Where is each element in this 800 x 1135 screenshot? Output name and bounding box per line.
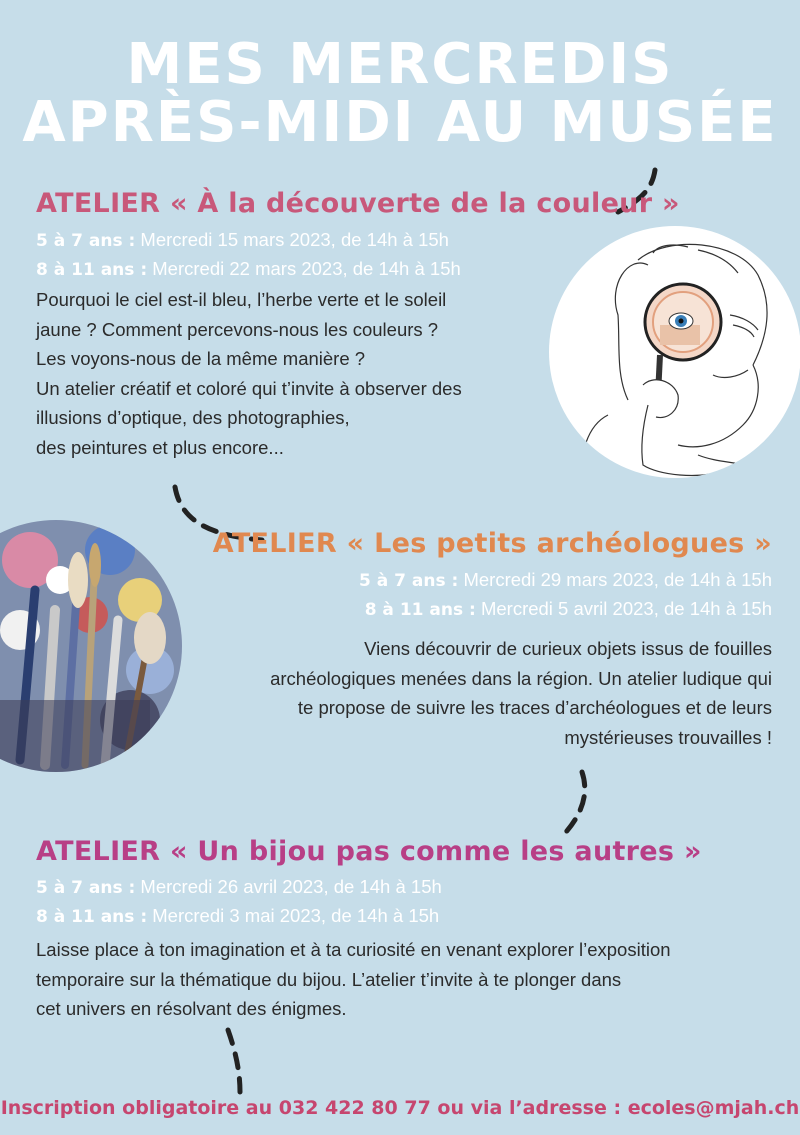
description-line: mystérieuses trouvailles ! <box>564 726 772 748</box>
child-magnifier-illustration <box>548 225 800 483</box>
date-text: Mercredi 22 mars 2023, de 14h à 15h <box>147 258 461 279</box>
age-label: 8 à 11 ans : <box>36 907 148 927</box>
date-text: Mercredi 3 mai 2023, de 14h à 15h <box>147 905 440 926</box>
date-text: Mercredi 26 avril 2023, de 14h à 15h <box>135 876 442 897</box>
description-line: Les voyons-nous de la même manière ? <box>36 348 366 369</box>
description-line: temporaire sur la thématique du bijou. L’atelier t’invite à te plonger dans <box>36 968 622 990</box>
atelier-1-schedule-1 <box>36 226 449 255</box>
atelier-2-description <box>270 634 772 752</box>
atelier-3-description <box>36 935 671 1024</box>
description-line: cet univers en résolvant des énigmes. <box>36 998 347 1019</box>
age-label: 5 à 7 ans : <box>359 571 459 591</box>
page-title <box>0 32 800 155</box>
description-line: Pourquoi le ciel est-il bleu, l’herbe verte et le soleil <box>36 289 447 310</box>
title-line-1: MES MERCREDIS <box>126 32 674 97</box>
description-line: jaune ? Comment percevons-nous les couleurs ? <box>36 318 439 340</box>
date-text: Mercredi 15 mars 2023, de 14h à 15h <box>135 229 449 250</box>
atelier-1-description <box>36 285 462 462</box>
age-label: 8 à 11 ans : <box>364 600 476 620</box>
title-line-2: APRÈS-MIDI AU MUSÉE <box>22 90 778 155</box>
atelier-3-schedule-2 <box>36 902 439 931</box>
date-text: Mercredi 5 avril 2023, de 14h à 15h <box>475 598 772 619</box>
description-line: illusions d’optique, des photographies, <box>36 407 350 428</box>
atelier-3-title: ATELIER « Un bijou pas comme les autres » <box>36 836 702 867</box>
atelier-2-title: ATELIER « Les petits archéologues » <box>212 528 772 559</box>
description-line: archéologiques menées dans la région. Un atelier ludique qui <box>270 667 772 689</box>
atelier-3-schedule-1 <box>36 873 442 902</box>
description-line: des peintures et plus encore... <box>36 436 284 458</box>
atelier-2-schedule-2 <box>365 595 772 624</box>
description-line: Laisse place à ton imagination et à ta curiosité en venant explorer l’exposition <box>36 939 671 960</box>
description-line: Un atelier créatif et coloré qui t’invite à observer des <box>36 377 462 399</box>
atelier-1-title: ATELIER « À la découverte de la couleur » <box>36 188 680 219</box>
description-line: Viens découvrir de curieux objets issus de fouilles <box>364 638 772 659</box>
paintbrushes-photo <box>0 520 182 772</box>
registration-footer: Inscription obligatoire au 032 422 80 77 ou via l’adresse : ecoles@mjah.ch <box>0 1097 800 1119</box>
description-line: te propose de suivre les traces d’archéologues et de leurs <box>297 697 772 718</box>
age-label: 8 à 11 ans : <box>36 260 148 280</box>
age-label: 5 à 7 ans : <box>36 231 136 251</box>
date-text: Mercredi 29 mars 2023, de 14h à 15h <box>458 569 772 590</box>
age-label: 5 à 7 ans : <box>36 878 136 898</box>
atelier-1-schedule-2 <box>36 255 461 284</box>
atelier-2-schedule-1 <box>359 566 772 595</box>
